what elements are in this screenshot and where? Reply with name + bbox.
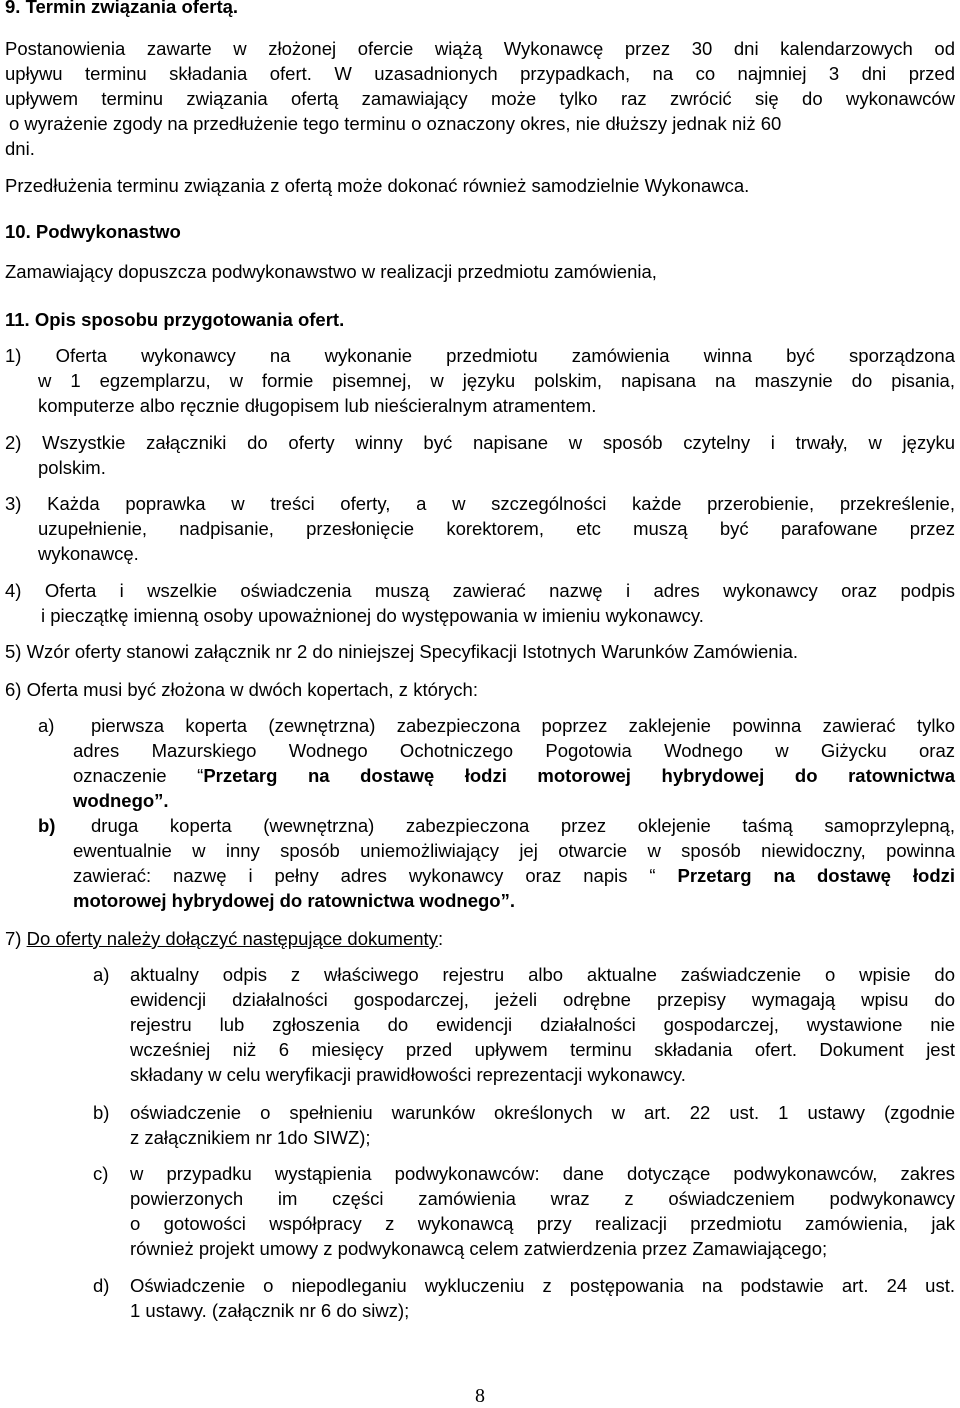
paragraph-line: dni. [5,138,35,159]
paragraph-line: o wyrażenie zgody na przedłużenie tego terminu o oznaczony okres, nie dłuższy jednak niż 60 [9,113,782,134]
envelope-b-line: zawierać: nazwę i pełny adres wykonawcy oraz napis “ Przetarg na dostawę łodzi [73,865,956,886]
doc-line: również projekt umowy z podwykonawcą celem zatwierdzenia przez Zamawiającego; [130,1238,828,1259]
section-9-title: 9. Termin związania ofertą. [5,0,239,17]
point-2-line: polskim. [38,457,106,478]
point-1-line: w 1 egzemplarzu, w formie pisemnej, w języku polskim, napisana na maszynie do pisania, [38,370,955,391]
doc-line: oświadczenie o spełnieniu warunków określonych w art. 22 ust. 1 ustawy (zgodnie [130,1102,955,1123]
point-3-line: 3) Każda poprawka w treści oferty, a w szczególności każde przerobienie, przekreślenie, [5,493,955,514]
section-10-title: 10. Podwykonastwo [5,221,181,242]
envelope-a-line: oznaczenie “Przetarg na dostawę łodzi motorowej hybrydowej do ratownictwa [73,765,955,786]
point-3-line: wykonawcę. [38,543,139,564]
section-11-title: 11. Opis sposobu przygotowania ofert. [5,309,345,330]
envelope-a-label: a) [38,715,55,736]
doc-line: aktualny odpis z właściwego rejestru albo aktualne zaświadczenie o wpisie do [130,964,955,985]
point-2-line: 2) Wszystkie załączniki do oferty winny być napisane w sposób czytelny i trwały, w języku [5,432,955,453]
envelope-b-line: druga koperta (wewnętrzna) zabezpieczona przez oklejenie taśmą samoprzylepną, [91,815,955,836]
envelope-b-line: motorowej hybrydowej do ratownictwa wodnego”. [73,890,515,911]
point-3-line: uzupełnienie, nadpisanie, przesłonięcie korektorem, etc muszą być parafowane przez [38,518,955,539]
point-5: 5) Wzór oferty stanowi załącznik nr 2 do niniejszej Specyfikacji Istotnych Warunków Zamówienia. [5,641,799,662]
doc-line: ewidencji działalności gospodarczej, jeżeli odrębne przepisy wymagają wpisu do [130,989,955,1010]
doc-line: wcześniej niż 6 miesięcy przed upływem terminu składania ofert. Dokument jest [130,1039,955,1060]
doc-line: o gotowości współpracy z wykonawcą przy realizacji przedmiotu zamówienia, jak [130,1213,955,1234]
doc-line: w przypadku wystąpienia podwykonawców: dane dotyczące podwykonawców, zakres [130,1163,955,1184]
paragraph-line: Postanowienia zawarte w złożonej ofercie wiążą Wykonawcę przez 30 dni kalendarzowych od [5,38,955,59]
subcontracting-text: Zamawiający dopuszcza podwykonawstwo w realizacji przedmiotu zamówienia, [5,261,657,282]
point-4-line: i pieczątkę imienną osoby upoważnionej do występowania w imieniu wykonawcy. [41,605,704,626]
envelope-a-line: pierwsza koperta (zewnętrzna) zabezpieczona poprzez zaklejenie powinna zawierać tylko [91,715,955,736]
paragraph-line: upływu terminu składania ofert. W uzasadnionych przypadkach, na co najmniej 3 dni przed [5,63,955,84]
point-1-line: 1) Oferta wykonawcy na wykonanie przedmiotu zamówienia winna być sporządzona [5,345,955,366]
doc-a-label: a) [93,964,110,985]
extension-note: Przedłużenia terminu związania z ofertą może dokonać również samodzielnie Wykonawca. [5,175,750,196]
doc-c-label: c) [93,1163,109,1184]
envelope-b-line: ewentualnie w inny sposób uniemożliwiający jej otwarcie w sposób niewidoczny, powinna [73,840,955,861]
doc-line: Oświadczenie o niepodleganiu wykluczeniu z postępowania na podstawie art. 24 ust. [130,1275,955,1296]
point-4-line: 4) Oferta i wszelkie oświadczenia muszą zawierać nazwę i adres wykonawcy oraz podpis [5,580,955,601]
page-number: 8 [475,1385,485,1407]
point-6: 6) Oferta musi być złożona w dwóch kopertach, z których: [5,679,478,700]
point-1-line: komputerze albo ręcznie długopisem lub nieścieralnym atramentem. [38,395,597,416]
doc-line: z załącznikiem nr 1do SIWZ); [130,1127,371,1148]
envelope-b-label: b) [38,815,56,836]
doc-line: powierzonych im części zamówienia wraz z oświadczeniem podwykonawcy [130,1188,955,1209]
envelope-a-line: adres Mazurskiego Wodnego Ochotniczego Pogotowia Wodnego w Giżycku oraz [73,740,955,761]
point-7-heading: 7) Do oferty należy dołączyć następujące dokumenty: [5,928,444,949]
doc-line: rejestru lub zgłoszenia do ewidencji działalności gospodarczej, wystawione nie [130,1014,955,1035]
paragraph-line: upływem terminu związania ofertą zamawiający może tylko raz zwrócić się do wykonawców [5,88,955,109]
doc-d-label: d) [93,1275,110,1296]
doc-line: 1 ustawy. (załącznik nr 6 do siwz); [130,1300,410,1321]
doc-b-label: b) [93,1102,110,1123]
envelope-a-line: wodnego”. [73,790,169,811]
doc-line: składany w celu weryfikacji prawidłowości reprezentacji wykonawcy. [130,1064,686,1085]
